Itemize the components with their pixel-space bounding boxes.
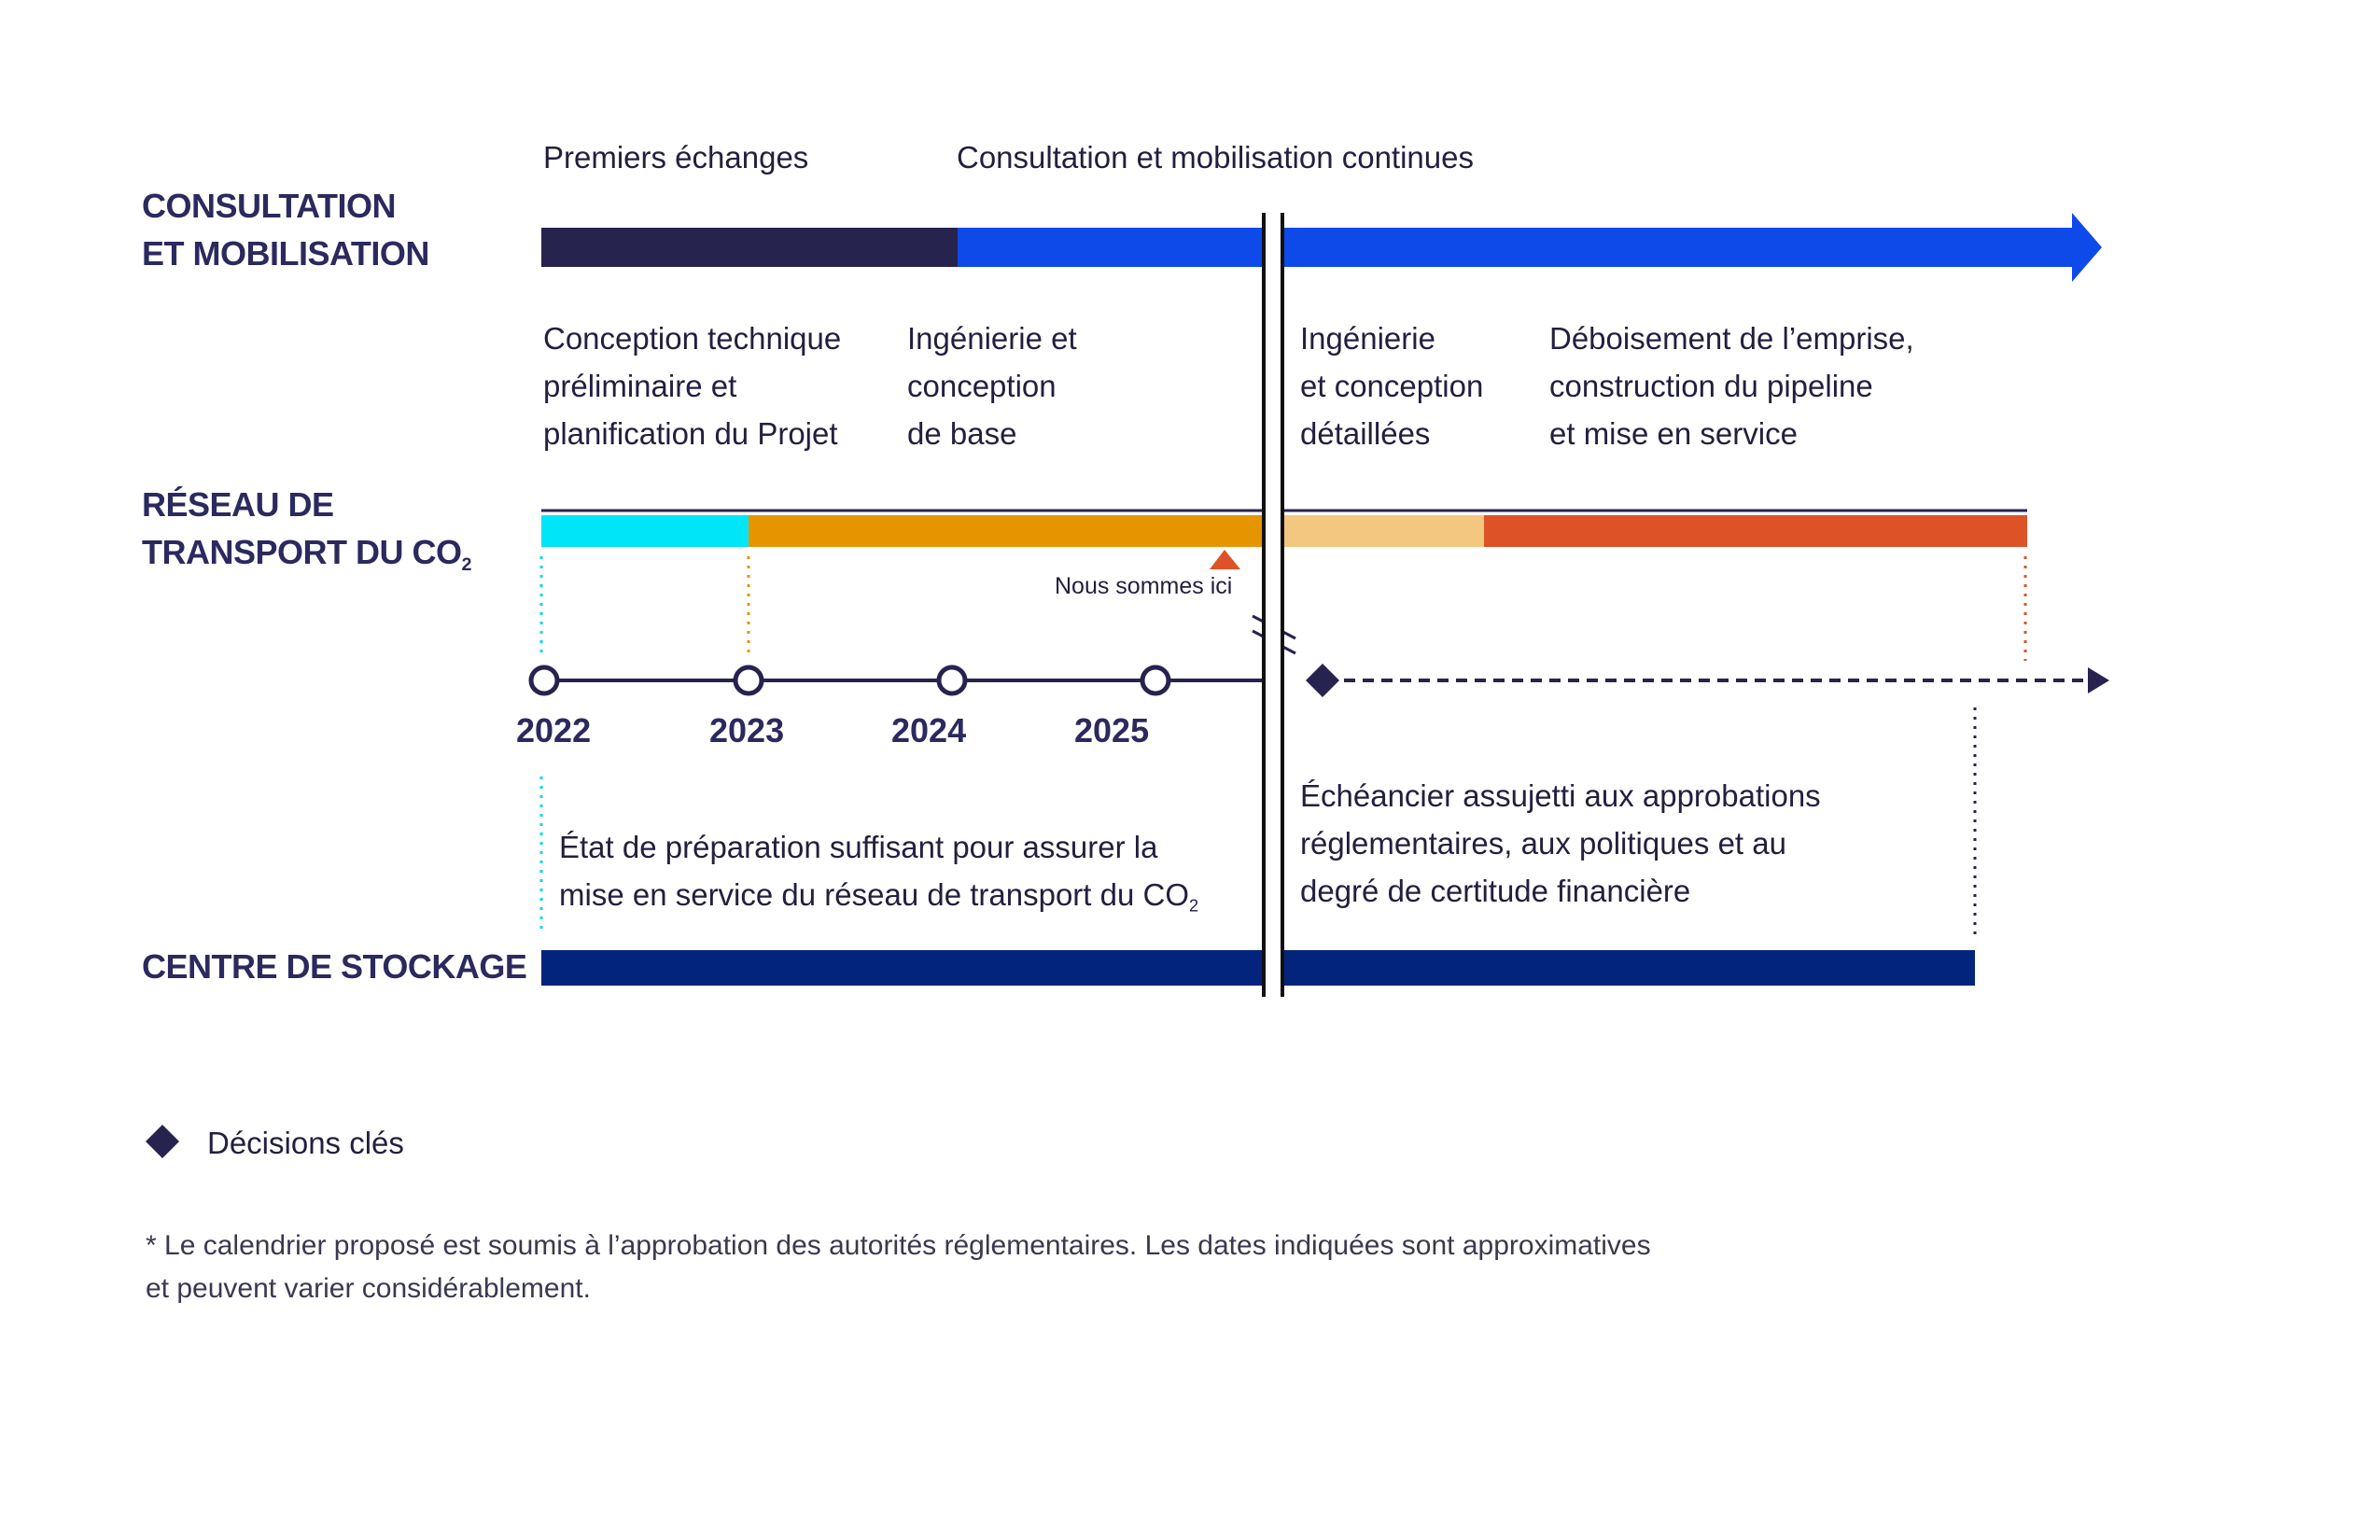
network-title-text: TRANSPORT DU CO: [142, 533, 462, 571]
year-node-2023: [735, 667, 762, 693]
network-title-line2: [142, 528, 471, 576]
network-phase2-line2: conception: [907, 369, 1057, 403]
consultation-row-title: [142, 182, 429, 277]
storage-readiness-line2-text: mise en service du réseau de transport du CO: [559, 877, 1190, 912]
year-label-2024: 2024: [891, 711, 967, 749]
network-phase1-line1: Conception technique: [543, 321, 842, 356]
network-phase4-line3: et mise en service: [1549, 416, 1798, 451]
network-row-title: [142, 481, 471, 576]
network-phase1-line2: préliminaire et: [543, 369, 737, 403]
storage-readiness-line2: [559, 871, 1198, 918]
storage-schedule-line3: degré de certitude financière: [1300, 874, 1691, 908]
network-phase1-line3: planification du Projet: [543, 416, 838, 451]
network-phase3-label: [1300, 315, 1483, 457]
storage-bar: [541, 950, 1975, 986]
consultation-title-line1: CONSULTATION: [142, 187, 396, 225]
you-are-here-label: Nous sommes ici: [1055, 573, 1233, 599]
consultation-phase2-bar: [958, 228, 2074, 267]
network-phase3-line1: Ingénierie: [1300, 321, 1435, 356]
consultation-title-line2: ET MOBILISATION: [142, 234, 429, 273]
consultation-phase1-bar: [541, 228, 958, 267]
year-label-2023: 2023: [709, 711, 785, 749]
timeline-arrowhead: [2088, 667, 2109, 693]
network-phase3-line2: et conception: [1300, 369, 1484, 403]
network-title-line1: RÉSEAU DE: [142, 485, 334, 524]
network-phase1-bar: [541, 515, 749, 547]
network-phase4-line1: Déboisement de l’emprise,: [1549, 321, 1914, 356]
network-phase4-bar: [1484, 515, 2027, 547]
network-phase2-bar: [749, 515, 1262, 547]
storage-row-title: CENTRE DE STOCKAGE: [142, 947, 527, 986]
storage-readiness-line1: État de préparation suffisant pour assurer la: [559, 830, 1158, 864]
footnote-line1: * Le calendrier proposé est soumis à l’approbation des autorités réglementaires. Les dates indiquées sont approximatives: [146, 1230, 1651, 1261]
storage-schedule-line1: Échéancier assujetti aux approbations: [1300, 778, 1821, 813]
year-label-2022: 2022: [516, 711, 592, 749]
year-node-2025: [1142, 667, 1169, 693]
storage-readiness-subscript: 2: [1189, 896, 1199, 916]
storage-schedule-text: [1300, 772, 1821, 915]
year-node-2024: [939, 667, 965, 693]
you-are-here-marker: [1210, 550, 1240, 569]
legend-label: Décisions clés: [207, 1126, 404, 1160]
consultation-arrowhead: [2072, 213, 2102, 282]
network-phase2-label: [907, 315, 1077, 457]
network-phase4-label: [1549, 315, 1914, 457]
consultation-phase1-label: Premiers échanges: [543, 140, 809, 175]
legend-diamond-icon: [146, 1125, 179, 1158]
footnote-line2: et peuvent varier considérablement.: [146, 1273, 591, 1304]
network-title-subscript: 2: [461, 553, 472, 575]
year-node-2022: [531, 667, 557, 693]
network-phase2-line3: de base: [907, 416, 1017, 451]
network-phase4-line2: construction du pipeline: [1549, 369, 1873, 403]
storage-readiness-text: [559, 823, 1198, 918]
network-phase3-line3: détaillées: [1300, 416, 1431, 451]
network-phase1-label: [543, 315, 841, 457]
key-decision-diamond: [1306, 664, 1339, 697]
footnote: [146, 1225, 1651, 1310]
year-label-2025: 2025: [1074, 711, 1150, 749]
storage-schedule-line2: réglementaires, aux politiques et au: [1300, 826, 1786, 861]
network-phase2-line1: Ingénierie et: [907, 321, 1077, 356]
network-phase3-bar: [1262, 515, 1484, 547]
consultation-phase2-label: Consultation et mobilisation continues: [957, 140, 1474, 175]
